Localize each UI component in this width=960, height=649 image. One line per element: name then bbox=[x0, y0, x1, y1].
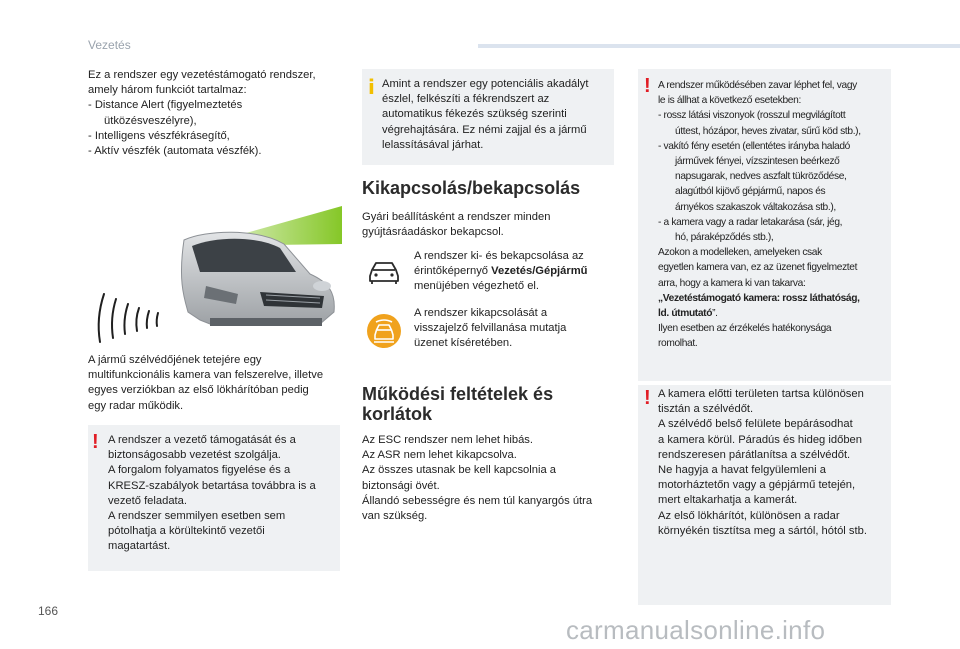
touchscreen-line: A rendszer ki- és bekapcsolása az bbox=[414, 250, 584, 262]
keep-clean-line: rendszeresen párátlanítsa a szélvédőt. bbox=[658, 448, 851, 461]
camera-line: A jármű szélvédőjének tetejére egy bbox=[88, 354, 262, 366]
keep-clean-line: Ne hagyja a havat felgyülemleni a bbox=[658, 464, 826, 477]
disturb-line: egyetlen kamera van, ez az üzenet figyelmeztet bbox=[658, 262, 858, 274]
default-paragraph bbox=[362, 210, 614, 240]
info-line: lelassításával járhat. bbox=[382, 138, 484, 151]
heading-conditions bbox=[362, 384, 553, 424]
heading-conditions-line: korlátok bbox=[362, 404, 433, 424]
intro-line: Ez a rendszer egy vezetéstámogató rendszer, bbox=[88, 69, 316, 81]
info-icon: i bbox=[368, 75, 375, 99]
disturb-line: arra, hogy a kamera ki van takarva: bbox=[658, 277, 806, 289]
exclamation-icon: ! bbox=[644, 387, 651, 409]
car-camera-illustration bbox=[88, 200, 342, 346]
keep-clean-line: motorháztetőn vagy a gépjármű tetején, bbox=[658, 479, 856, 492]
keep-clean-line: tisztán a szélvédőt. bbox=[658, 403, 754, 416]
menu-vezetes: Vezetés bbox=[491, 265, 533, 278]
section-title: Vezetés bbox=[88, 38, 131, 52]
disturb-line: úttest, hózápor, heves zivatar, sűrű köd stb.), bbox=[675, 125, 861, 137]
warning-box bbox=[88, 425, 340, 571]
header-bar bbox=[478, 44, 960, 48]
camera-line: multifunkcionális kamera van felszerelve, illetve bbox=[88, 369, 324, 382]
default-line: gyújtásráadáskor bekapcsol. bbox=[362, 226, 504, 239]
warning-line: A rendszer semmilyen esetben sem bbox=[108, 510, 286, 523]
conditions-paragraph bbox=[362, 433, 622, 524]
info-text bbox=[382, 77, 588, 153]
lamp-line: A rendszer kikapcsolását a bbox=[414, 307, 548, 319]
camera-line: egy radar működik. bbox=[88, 399, 184, 412]
info-line: észlel, felkészíti a fékrendszert az bbox=[382, 93, 550, 106]
radar-waves bbox=[99, 294, 158, 342]
keep-clean-line: a kamera körül. Páradús és hideg időben bbox=[658, 433, 862, 446]
conditions-line: biztonsági övét. bbox=[362, 479, 440, 492]
keep-clean-line: Az első lökhárítót, különösen a radar bbox=[658, 509, 840, 522]
page-number: 166 bbox=[38, 604, 59, 618]
heading-conditions-line: Működési feltételek és bbox=[362, 384, 554, 404]
intro-line: - Distance Alert (figyelmeztetés bbox=[88, 99, 243, 112]
info-line: automatikus fékezés szükség szerinti bbox=[382, 108, 567, 121]
keep-clean-text bbox=[658, 387, 867, 539]
disturb-line: le is állhat a következő esetekben: bbox=[658, 95, 801, 107]
disturb-line: romolhat. bbox=[658, 338, 698, 350]
disturb-line: alagútból kijövő gépjármű, napos és bbox=[675, 186, 826, 198]
camera-message-line bbox=[658, 306, 861, 321]
conditions-line: Állandó sebességre és nem túl kanyargós útra bbox=[362, 494, 593, 507]
warning-line: A rendszer a vezető támogatását és a bbox=[108, 434, 296, 446]
touchscreen-paragraph bbox=[414, 249, 614, 295]
watermark: carmanualsonline.info bbox=[566, 615, 826, 645]
camera-message-bold: ld. útmutató bbox=[658, 308, 713, 320]
default-line: Gyári beállításként a rendszer minden bbox=[362, 211, 551, 223]
disturb-line: Azokon a modelleken, amelyeken csak bbox=[658, 247, 822, 259]
car-icon bbox=[88, 200, 342, 346]
warning-line: KRESZ-szabályok betartása továbbra is a bbox=[108, 479, 316, 492]
camera-line: egyes verziókban az első lökhárítóban pedig bbox=[88, 384, 309, 397]
conditions-line: Az ESC rendszer nem lehet hibás. bbox=[362, 434, 534, 446]
heading-switch: Kikapcsolás/bekapcsolás bbox=[362, 178, 581, 198]
intro-line: ütközésveszélyre), bbox=[104, 114, 197, 127]
conditions-line: van szükség. bbox=[362, 510, 428, 523]
warning-line: A forgalom folyamatos figyelése és a bbox=[108, 464, 291, 477]
info-box bbox=[362, 69, 614, 165]
camera-message-end: ”. bbox=[712, 308, 718, 320]
exclamation-icon: ! bbox=[644, 75, 651, 97]
warning-text bbox=[108, 433, 316, 555]
car-icon bbox=[366, 258, 402, 286]
warning-line: vezető feladata. bbox=[108, 494, 187, 507]
conditions-line: Az összes utasnak be kell kapcsolnia a bbox=[362, 464, 557, 477]
keep-clean-line: A kamera előtti területen tartsa különösen bbox=[658, 388, 864, 400]
disturb-line: árnyékos szakaszok váltakozása stb.), bbox=[675, 201, 836, 213]
intro-line: amely három funkciót tartalmaz: bbox=[88, 84, 247, 97]
keep-clean-line: A szélvédő belső felülete bepárásodhat bbox=[658, 418, 853, 431]
exclamation-icon: ! bbox=[92, 431, 99, 453]
disturb-line: - vakító fény esetén (ellentétes irányba haladó bbox=[658, 140, 850, 152]
disturb-line: - a kamera vagy a radar letakarása (sár, jég, bbox=[658, 216, 843, 228]
keep-clean-line: környékén tisztítsa meg a sártól, hótól stb. bbox=[658, 524, 867, 537]
touchscreen-line bbox=[414, 264, 614, 279]
lamp-line: üzenet kíséretében. bbox=[414, 337, 513, 350]
menu-gepjarmu: Gépjármű bbox=[535, 265, 588, 278]
box-separator bbox=[638, 381, 891, 385]
info-line: Amint a rendszer egy potenciális akadályt bbox=[382, 78, 589, 90]
disturb-line: járművek fényei, vízszintesen beérkező bbox=[675, 156, 840, 168]
menu-separator: / bbox=[532, 265, 536, 278]
warning-line: pótolhatja a körültekintő vezetői bbox=[108, 525, 265, 538]
disturb-line: napsugarak, nedves aszfalt tükröződése, bbox=[675, 171, 847, 183]
intro-paragraph bbox=[88, 68, 343, 159]
camera-message-line: „Vezetéstámogató kamera: rossz láthatóság, bbox=[658, 292, 860, 304]
conditions-line: Az ASR nem lehet kikapcsolva. bbox=[362, 449, 517, 462]
touchscreen-line: menüjében végezhető el. bbox=[414, 280, 540, 293]
limitations-box bbox=[638, 69, 891, 605]
intro-line: - Aktív vészfék (automata vészfék). bbox=[88, 145, 262, 158]
collision-warning-lamp-icon bbox=[366, 313, 402, 349]
keep-clean-line: mert eltakarhatja a kamerát. bbox=[658, 494, 798, 507]
warning-line: magatartást. bbox=[108, 540, 171, 553]
camera-paragraph bbox=[88, 353, 343, 414]
disturb-line: - rossz látási viszonyok (rosszul megvilágított bbox=[658, 110, 846, 122]
disturbance-text bbox=[658, 78, 861, 352]
intro-line: - Intelligens vészfékrásegítő, bbox=[88, 129, 230, 142]
disturb-line: Ilyen esetben az érzékelés hatékonysága bbox=[658, 323, 832, 335]
info-line: végrehajtására. Ez némi zajjal és a jármű bbox=[382, 123, 587, 136]
disturb-line: hó, páraképződés stb.), bbox=[675, 232, 774, 244]
lamp-line: visszajelző felvillanása mutatja bbox=[414, 322, 567, 335]
disturb-line: A rendszer működésében zavar léphet fel, vagy bbox=[658, 80, 857, 91]
lamp-paragraph bbox=[414, 306, 614, 352]
touchscreen-pre: érintőképernyő bbox=[414, 265, 492, 278]
warning-line: biztonságosabb vezetést szolgálja. bbox=[108, 449, 281, 462]
